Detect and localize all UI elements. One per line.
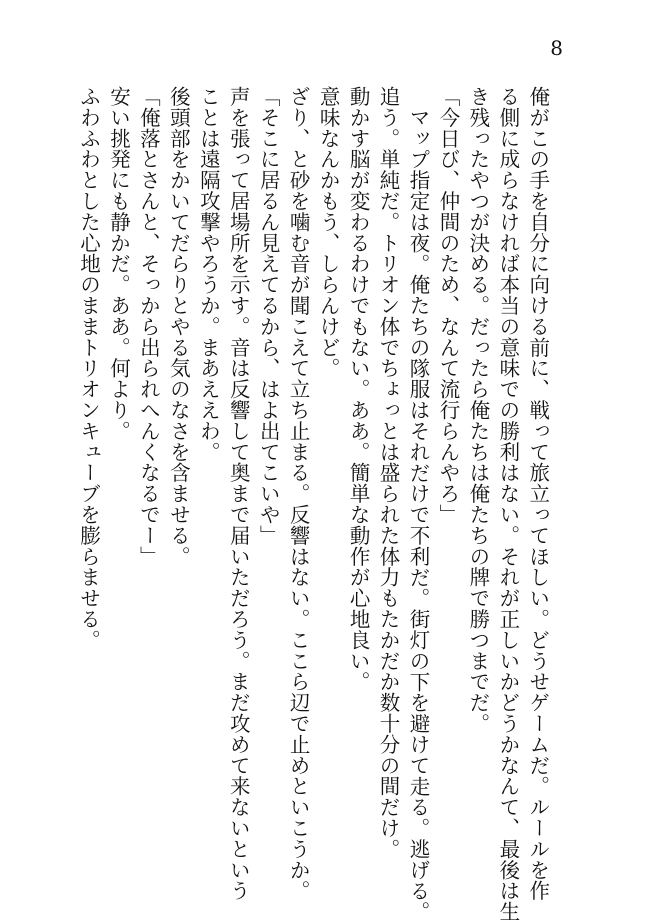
vertical-text-body <box>76 86 550 922</box>
page-number: 8 <box>550 36 563 60</box>
text-column: 意味なんかもう、しらんけど。 <box>316 86 341 379</box>
text-column: マップ指定は夜。俺たちの隊服はそれだけで不利だ。街灯の下を避けて走る。逃げる。 <box>405 107 430 922</box>
text-column: 「今日び、仲間のため、なんて流行らんやろ」 <box>435 86 460 525</box>
text-column: 後頭部をかいてだらりとやる気のなさを含ませる。 <box>166 86 191 567</box>
text-column: ことは遠隔攻撃やろうか。まあええわ。 <box>196 86 221 463</box>
text-column: 声を張って居場所を示す。音は反響して奥まで届いただろう。まだ攻めて来ないという <box>226 86 251 902</box>
text-column: き残ったやつが決める。だったら俺たちは俺たちの牌で勝つまでだ。 <box>465 86 490 734</box>
text-column: 動かす脳が変わるわけでもない。ああ。簡単な動作が心地良い。 <box>346 86 371 693</box>
text-column: 「そこに居るん見えてるから、はよ出てこいや」 <box>256 86 281 546</box>
text-column: 安い挑発にも静かだ。ああ。何より。 <box>106 86 131 442</box>
text-column: 俺がこの手を自分に向ける前に、戦って旅立ってほしい。どうせゲームだ。ルールを作 <box>525 86 550 902</box>
text-column: ふわふわとした心地のままトリオンキューブを膨らませる。 <box>76 86 101 651</box>
text-column: 追う。単純だ。トリオン体でちょっとは盛られた体力もたかだか数十分の間だけ。 <box>376 86 401 860</box>
text-column: 「俺落とさんと、そっから出られへんくなるでー」 <box>136 86 161 567</box>
text-column: ざり、と砂を噛む音が聞こえて立ち止まる。反響はない。ここら辺で止めといこうか。 <box>286 86 311 902</box>
text-column: る側に成らなければ本当の意味での勝利はない。それが正しいかどうかなんて、最後は生 <box>495 86 520 922</box>
